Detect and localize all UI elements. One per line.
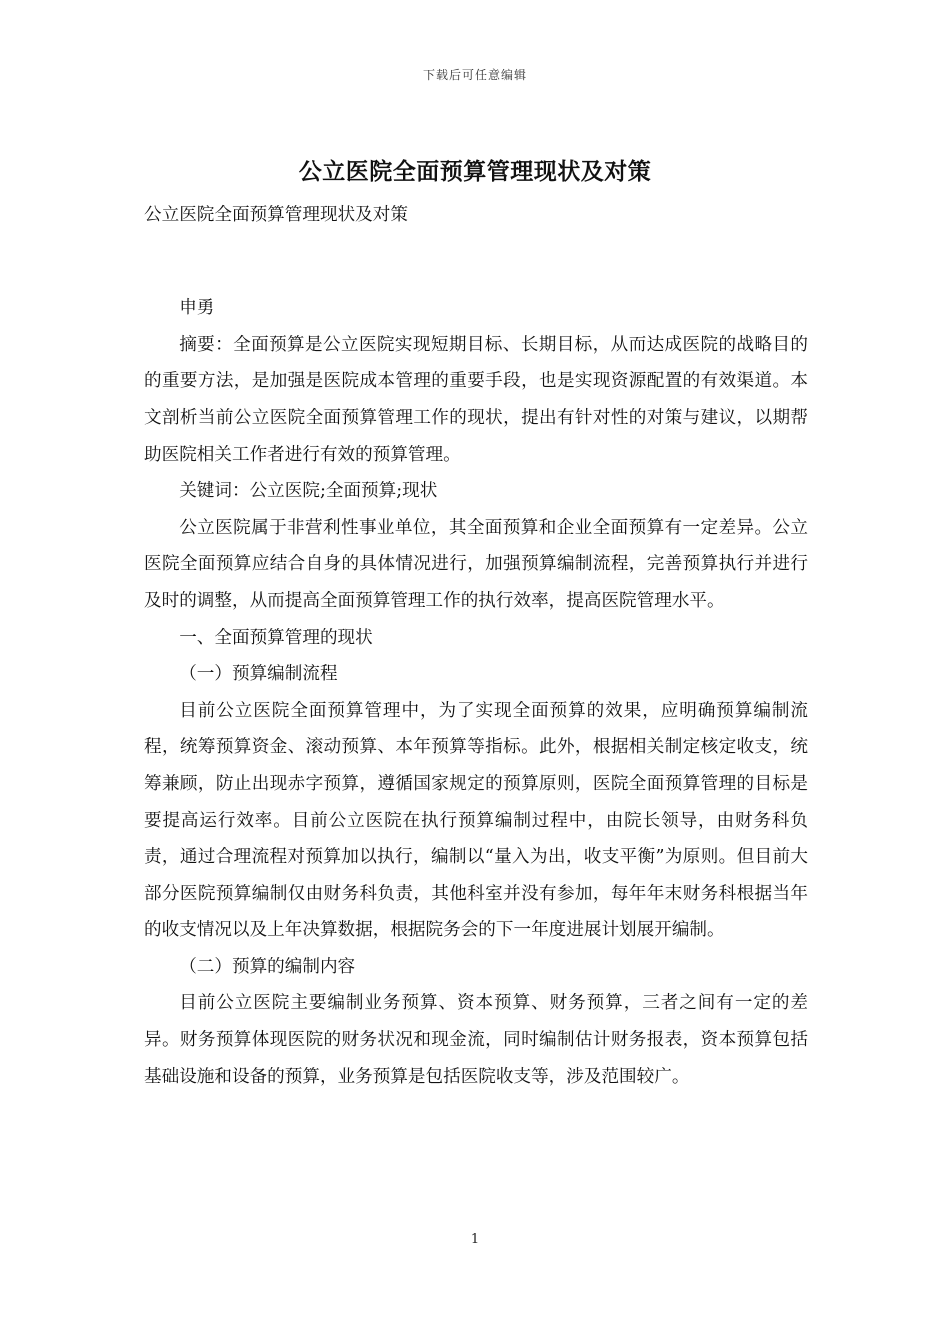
abstract-paragraph: 摘要：全面预算是公立医院实现短期目标、长期目标，从而达成医院的战略目的的重要方法，是加强是医院成本管理的重要手段，也是实现资源配置的有效渠道。本文剖析当前公立医院全面预算管理工作的现状，提出有针对性的对策与建议，以期帮助医院相关工作者进行有效的预算管理。 bbox=[144, 334, 808, 465]
document-title: 公立医院全面预算管理现状及对策 bbox=[298, 159, 652, 185]
subsection-heading: （二）预算的编制内容 bbox=[179, 956, 356, 977]
intro-paragraph: 公立医院属于非营利性事业单位，其全面预算和企业全面预算有一定差异。公立医院全面预算应结合自身的具体情况进行，加强预算编制流程，完善预算执行并进行及时的调整，从而提高全面预算管理工作的执行效率，提高医院管理水平。 bbox=[144, 517, 808, 611]
subsection-heading: （一）预算编制流程 bbox=[179, 664, 338, 685]
author-name: 申勇 bbox=[179, 298, 215, 319]
subtitle: 公立医院全面预算管理现状及对策 bbox=[144, 205, 408, 225]
blank-line bbox=[144, 234, 808, 271]
keywords-line: 关键词：公立医院;全面预算;现状 bbox=[179, 481, 438, 502]
page-number: 1 bbox=[470, 1232, 480, 1247]
document-body bbox=[144, 197, 808, 1095]
section-heading: 一、全面预算管理的现状 bbox=[179, 627, 373, 648]
subsection-paragraph: 目前公立医院主要编制业务预算、资本预算、财务预算，三者之间有一定的差异。财务预算体现医院的财务状况和现金流，同时编制估计财务报表，资本预算包括基础设施和设备的预算，业务预算是包括医院收支等，涉及范围较广。 bbox=[144, 993, 808, 1087]
page-header: 下载后可任意编辑 bbox=[422, 68, 527, 82]
subsection-paragraph: 目前公立医院全面预算管理中，为了实现全面预算的效果，应明确预算编制流程，统筹预算资金、滚动预算、本年预算等指标。此外，根据相关制定核定收支，统筹兼顾，防止出现赤字预算，遵循国家规定的预算原则，医院全面预算管理的目标是要提高运行效率。目前公立医院在执行预算编制过程中，由院长领导，由财务科负责，通过合理流程对预算加以执行，编制以“量入为出，收支平衡”为原则。但目前大部分医院预算编制仅由财务科负责，其他科室并没有参加，每年年末财务科根据当年的收支情况以及上年决算数据，根据院务会的下一年度进展计划展开编制。 bbox=[144, 700, 808, 941]
